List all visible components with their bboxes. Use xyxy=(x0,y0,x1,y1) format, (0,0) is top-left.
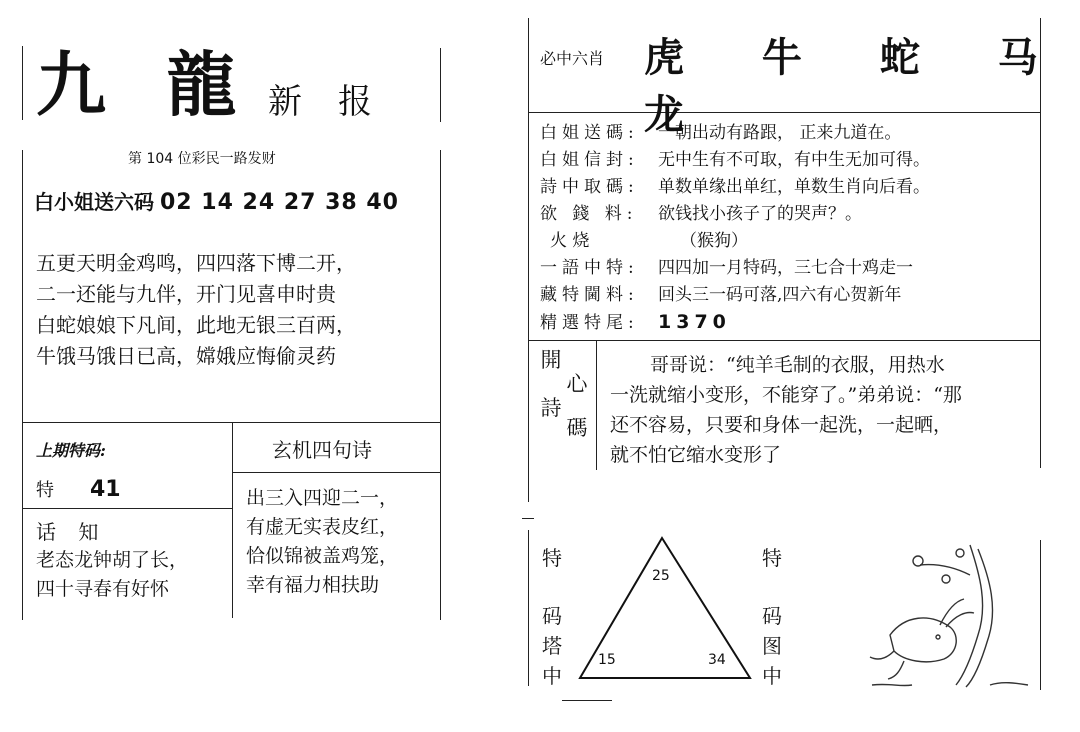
divider xyxy=(440,48,441,122)
divider xyxy=(522,518,534,519)
info-label: 火 烧 xyxy=(550,231,590,251)
six-codes-line xyxy=(34,186,399,215)
story-line: 就不怕它缩水变形了 xyxy=(610,444,782,466)
tower-left-char: 码 xyxy=(542,604,562,628)
last-code-row xyxy=(36,476,121,502)
xuanji-title: 玄机四句诗 xyxy=(272,438,372,462)
main-poem xyxy=(36,248,356,372)
six-codes-label: 白小姐送六码 xyxy=(34,190,154,214)
info-label: 詩中取碼: xyxy=(540,177,639,197)
story-line: 还不容易，只要和身体一起洗，一起晒， xyxy=(610,414,953,436)
info-row xyxy=(540,147,930,174)
divider xyxy=(1040,112,1041,468)
zodiac-label: 必中六肖 xyxy=(540,49,605,68)
info-row xyxy=(540,174,930,201)
kaixin-char: 心 xyxy=(566,372,588,396)
info-row xyxy=(540,201,930,228)
divider xyxy=(528,340,1041,341)
divider xyxy=(232,472,441,473)
divider xyxy=(22,46,23,120)
jingxuan-value: 1370 xyxy=(658,311,731,333)
tower-right-char: 特 xyxy=(762,546,782,570)
info-row xyxy=(540,255,930,282)
info-text: （猴狗） xyxy=(680,231,748,251)
kaixin-char: 詩 xyxy=(540,396,562,420)
tower-right-char: 码 xyxy=(762,604,782,628)
info-table xyxy=(540,120,930,337)
info-text: 回头三一码可落,四六有心贺新年 xyxy=(658,285,902,305)
divider xyxy=(562,700,612,701)
tower-right-char: 图 xyxy=(762,634,782,658)
xuanji-line: 有虚无实表皮红， xyxy=(246,516,399,538)
last-code-value: 41 xyxy=(90,477,121,502)
info-text: 四四加一月特码，三七合十鸡走一 xyxy=(658,258,913,278)
zodiac-value: 虎 牛 蛇 马 龙 xyxy=(644,34,1070,138)
huazhi-label: 话 知 xyxy=(36,520,107,544)
divider xyxy=(232,422,233,618)
info-label: 白姐送碼: xyxy=(540,123,639,143)
info-row xyxy=(540,282,930,309)
story-line: 一洗就缩小变形，不能穿了。”弟弟说：“那 xyxy=(610,384,962,406)
info-row xyxy=(540,309,930,337)
triangle-top-number: 25 xyxy=(652,568,670,584)
divider xyxy=(1040,540,1041,690)
info-label: 白姐信封: xyxy=(540,150,639,170)
triangle-left-number: 15 xyxy=(598,652,616,668)
huazhi-poem xyxy=(36,546,188,604)
xuanji-line: 幸有福力相扶助 xyxy=(246,574,380,596)
xuanji-poem xyxy=(246,484,398,600)
divider xyxy=(22,508,232,509)
divider xyxy=(596,340,597,470)
poem-line: 牛饿马饿日已高，嫦娥应悔偷灵药 xyxy=(36,344,336,368)
huazhi-line: 老态龙钟胡了长， xyxy=(36,549,189,571)
jingxuan-label: 精選特尾: xyxy=(540,313,639,333)
info-row xyxy=(540,228,930,255)
divider xyxy=(528,18,529,113)
kaixin-char: 碼 xyxy=(566,416,588,440)
info-text: 无中生有不可取，有中生无加可得。 xyxy=(658,150,930,170)
info-label: 藏特閫料: xyxy=(540,285,639,305)
tower-right-char: 中 xyxy=(762,664,782,688)
issue-line: 第 104 位彩民一路发财 xyxy=(128,151,276,167)
info-text: 一朝出动有路跟， 正来九道在。 xyxy=(658,123,902,143)
divider xyxy=(528,530,529,686)
te-label: 特 xyxy=(36,480,54,501)
six-codes-value: 02 14 24 27 38 40 xyxy=(160,190,399,215)
kaixin-char: 開 xyxy=(540,348,562,372)
tower-left-char: 中 xyxy=(542,664,562,688)
masthead-subtitle: 新报 xyxy=(268,82,408,122)
info-text: 欲钱找小孩子了的哭声？。 xyxy=(658,204,862,224)
info-label: 一語中特: xyxy=(540,258,639,278)
poem-line: 二一还能与九伴，开门见喜申时贵 xyxy=(36,282,336,306)
story-line: 哥哥说：“纯羊毛制的衣服，用热水 xyxy=(650,354,945,376)
masthead-title: 九 龍 xyxy=(36,43,255,126)
xuanji-line: 出三入四迎二一， xyxy=(246,487,399,509)
info-text: 单数单缘出单红，单数生肖向后看。 xyxy=(658,177,930,197)
triangle-right-number: 34 xyxy=(708,652,726,668)
poem-line: 白蛇娘娘下凡间，此地无银三百两， xyxy=(36,313,356,337)
poem-line: 五更天明金鸡鸣，四四落下博二开， xyxy=(36,251,356,275)
divider xyxy=(528,112,529,502)
info-label: 欲 錢 料: xyxy=(540,204,638,224)
info-row xyxy=(540,120,930,147)
xuanji-line: 恰似锦被盖鸡笼， xyxy=(246,545,399,567)
divider xyxy=(440,150,441,620)
huazhi-line: 四十寻春有好怀 xyxy=(36,578,170,600)
story xyxy=(610,350,1035,470)
tower-left-char: 特 xyxy=(542,546,562,570)
divider xyxy=(22,150,23,620)
rabbit-sketch-image xyxy=(860,535,1035,695)
last-code-label: 上期特码: xyxy=(36,441,106,460)
tower-left-char: 塔 xyxy=(542,634,562,658)
